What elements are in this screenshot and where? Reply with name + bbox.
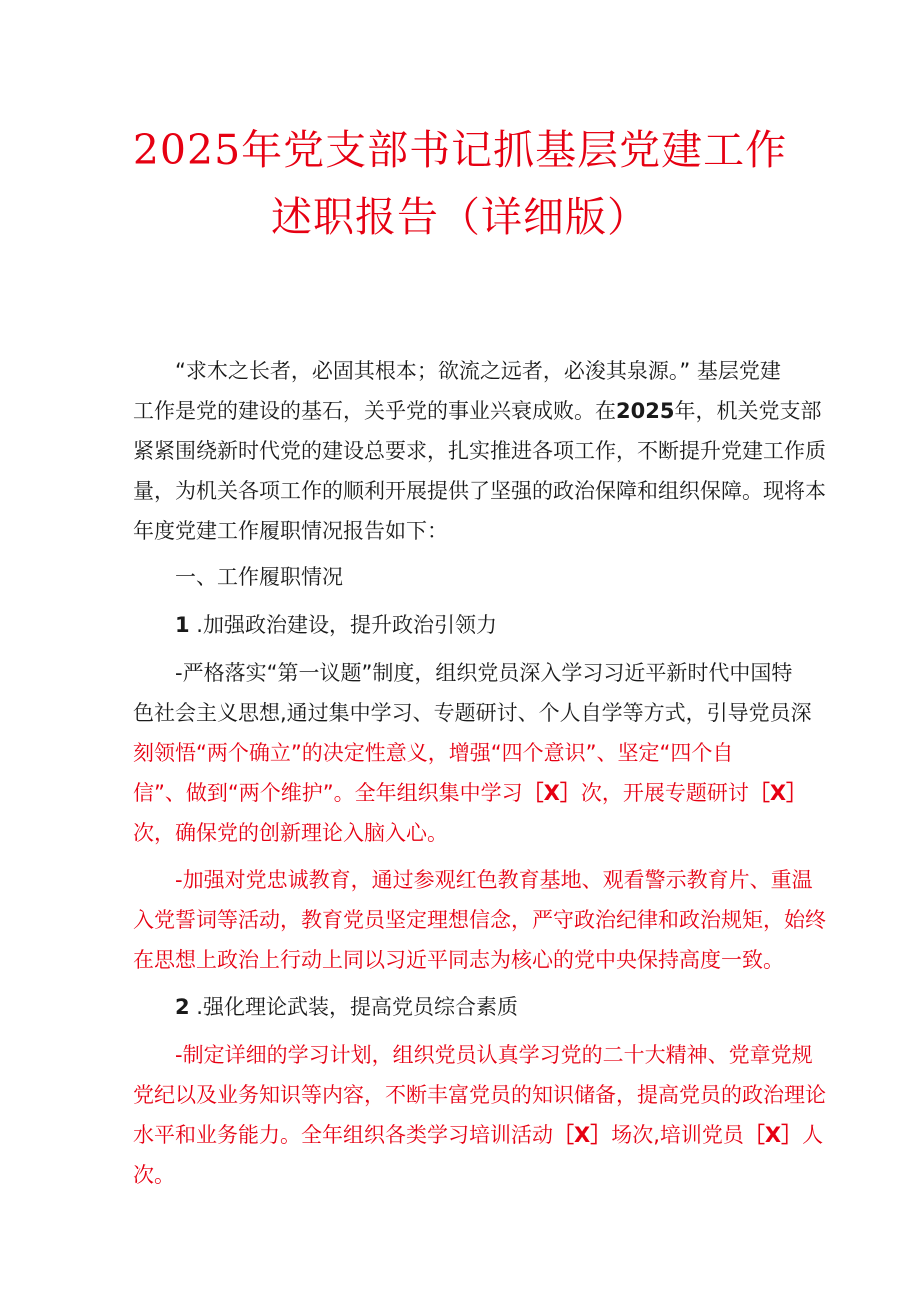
paragraph-line: “求木之长者，必固其根本；欲流之远者，必浚其泉源。” 基层党建 [175,359,781,383]
subsection-number: 2 [175,995,190,1019]
placeholder-count: ［X］ [553,1123,612,1147]
subsection-heading [175,993,518,1021]
paragraph-line: 党纪以及业务知识等内容，不断丰富党员的知识储备，提高党员的政治理论 [133,1083,826,1107]
text-run: 水平和业务能力。全年组织各类学习培训活动 [133,1123,553,1147]
paragraph-line [133,397,821,425]
document-title-line-2: 述职报告（详细版） [271,193,649,241]
subsection-heading [175,611,497,639]
paragraph-line: -制定详细的学习计划，组织党员认真学习党的二十大精神、党章党规 [175,1043,813,1067]
paragraph-line: -严格落实“第一议题”制度，组织党员深入学习习近平新时代中国特 [175,661,793,685]
text-run: 年，机关党支部 [674,399,822,423]
section-heading: 一、工作履职情况 [175,565,343,589]
paragraph-line: 量，为机关各项工作的顺利开展提供了坚强的政治保障和组织保障。现将本 [133,479,826,503]
paragraph-line: 年度党建工作履职情况报告如下： [133,519,448,543]
text-run: 工作是党的建设的基石，关乎党的事业兴衰成败。在 [133,399,616,423]
paragraph-line: 入党誓词等活动，教育党员坚定理想信念，严守政治纪律和政治规矩，始终 [133,908,826,932]
document-title-line-1: 2025年党支部书记抓基层党建工作 [132,126,788,174]
paragraph-line: 色社会主义思想,通过集中学习、专题研讨、个人自学等方式，引导党员深 [133,701,812,725]
text-run: 次，开展专题研讨 [580,781,749,805]
paragraph-line: -加强对党忠诚教育，通过参观红色教育基地、观看警示教育片、重温 [175,868,813,892]
paragraph-line: 次，确保党的创新理论入脑入心。 [133,821,448,845]
subsection-text: .加强政治建设，提升政治引领力 [189,613,497,637]
text-run: 信”、做到“两个维护”。全年组织集中学习 [133,781,523,805]
paragraph-line: 刻领悟“两个确立”的决定性意义，增强“四个意识”、坚定“四个自 [133,741,734,765]
placeholder-count: ［X］ [522,781,581,805]
paragraph-line [133,1121,823,1149]
year-text: 2025 [616,399,675,423]
text-run: 人 [802,1123,824,1147]
paragraph-line: 紧紧围绕新时代党的建设总要求，扎实推进各项工作，不断提升党建工作质 [133,439,826,463]
placeholder-count: ［X］ [748,781,808,805]
paragraph-line: 次。 [133,1163,175,1187]
paragraph-line [133,779,807,807]
placeholder-count: ［X］ [743,1123,803,1147]
paragraph-line: 在思想上政治上行动上同以习近平同志为核心的党中央保持高度一致。 [133,948,784,972]
subsection-text: .强化理论武装，提高党员综合素质 [189,995,518,1019]
text-run: 场次,培训党员 [611,1123,744,1147]
subsection-number: 1 [175,613,190,637]
